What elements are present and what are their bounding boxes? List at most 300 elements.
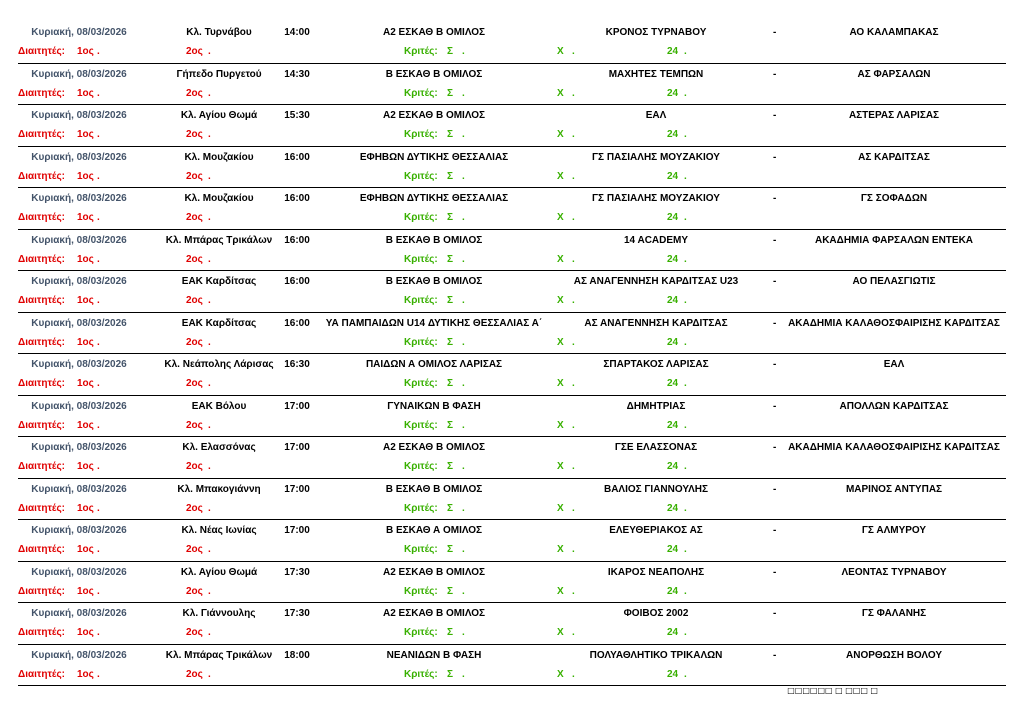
judge-chi-label: Χ	[557, 419, 564, 431]
home-team: ΑΣ ΑΝΑΓΕΝΝΗΣΗ ΚΑΡΔΙΤΣΑΣ	[584, 317, 728, 329]
referee-1-value: .	[97, 87, 100, 99]
away-team: ΑΠΟΛΛΩΝ ΚΑΡΔΙΤΣΑΣ	[839, 400, 949, 412]
judges-label: Κριτές:	[404, 170, 438, 182]
match-league: Β ΕΣΚΑΘ Β ΟΜΙΛΟΣ	[385, 68, 483, 80]
referees-label: Διαιτητές:	[18, 336, 65, 348]
referees-label: Διαιτητές:	[18, 253, 65, 265]
judge-chi-value: .	[572, 129, 575, 140]
match-league: Α2 ΕΣΚΑΘ Β ΟΜΙΛΟΣ	[382, 110, 486, 121]
home-team: ΑΣ ΑΝΑΓΕΝΝΗΣΗ ΚΑΡΔΙΤΣΑΣ U23	[573, 276, 739, 287]
match-row	[0, 603, 1024, 645]
judge-sigma-value: .	[462, 129, 465, 140]
team-separator: -	[773, 110, 777, 121]
home-team: ΓΣ ΠΑΣΙΑΛΗΣ ΜΟΥΖΑΚΙΟΥ	[592, 193, 720, 204]
team-separator: -	[773, 483, 777, 495]
match-date: Κυριακή, 08/03/2026	[31, 151, 127, 163]
judge-sigma-label: Σ	[447, 378, 454, 389]
referee-2-label: 2ος	[186, 170, 203, 182]
judge-sigma-value: .	[462, 170, 465, 182]
judge-chi-label: Χ	[557, 544, 564, 555]
judge-chi-value: .	[572, 668, 575, 680]
judge-24-label: 24	[667, 668, 679, 680]
judge-chi-value: .	[572, 502, 575, 514]
judge-24-value: .	[684, 627, 687, 638]
judge-chi-value: .	[572, 461, 575, 472]
judge-24-label: 24	[667, 461, 679, 472]
team-separator: -	[773, 276, 777, 287]
home-team: ΔΗΜΗΤΡΙΑΣ	[626, 400, 686, 412]
judge-chi-label: Χ	[557, 87, 564, 99]
judges-label: Κριτές:	[404, 336, 438, 348]
judge-24-value: .	[684, 544, 687, 555]
match-time: 16:00	[284, 234, 310, 246]
judge-24-value: .	[684, 129, 687, 140]
referee-2-value: .	[208, 170, 211, 182]
judge-24-value: .	[684, 336, 687, 348]
match-date: Κυριακή, 08/03/2026	[31, 608, 127, 619]
match-league: Β ΕΣΚΑΘ Β ΟΜΙΛΟΣ	[385, 276, 483, 287]
match-time: 17:00	[284, 525, 310, 536]
referee-1-value: .	[97, 378, 100, 389]
referee-1-value: .	[97, 585, 100, 597]
away-team: ΛΕΟΝΤΑΣ ΤΥΡΝΑΒΟΥ	[841, 566, 947, 578]
referees-label: Διαιτητές:	[18, 627, 65, 638]
referees-label: Διαιτητές:	[18, 668, 65, 680]
referee-2-value: .	[208, 87, 211, 99]
referee-1-label: 1ος	[77, 585, 94, 597]
judge-sigma-value: .	[462, 627, 465, 638]
home-team: ΣΠΑΡΤΑΚΟΣ ΛΑΡΙΣΑΣ	[603, 359, 709, 370]
referee-1-label: 1ος	[77, 295, 94, 306]
home-team: ΕΛΕΥΘΕΡΙΑΚΟΣ ΑΣ	[609, 525, 703, 536]
judges-label: Κριτές:	[404, 502, 438, 514]
home-team: ΠΟΛΥΑΘΛΗΤΙΚΟ ΤΡΙΚΑΛΩΝ	[589, 649, 723, 661]
match-venue: ΕΑΚ Βόλου	[191, 400, 247, 412]
away-team: ΑΚΑΔΗΜΙΑ ΚΑΛΑΘΟΣΦΑΙΡΙΣΗΣ ΚΑΡΔΙΤΣΑΣ	[788, 317, 1000, 329]
judge-sigma-value: .	[462, 461, 465, 472]
referee-2-value: .	[208, 253, 211, 265]
judge-sigma-value: .	[462, 46, 465, 57]
judge-sigma-label: Σ	[447, 544, 454, 555]
judge-24-value: .	[684, 585, 687, 597]
judges-label: Κριτές:	[404, 627, 438, 638]
judge-chi-value: .	[572, 87, 575, 99]
referees-label: Διαιτητές:	[18, 129, 65, 140]
match-date: Κυριακή, 08/03/2026	[31, 649, 127, 661]
judges-label: Κριτές:	[404, 544, 438, 555]
team-separator: -	[773, 68, 777, 80]
referee-2-label: 2ος	[186, 87, 203, 99]
judge-sigma-label: Σ	[447, 336, 454, 348]
judge-sigma-value: .	[462, 544, 465, 555]
judge-sigma-value: .	[462, 87, 465, 99]
match-date: Κυριακή, 08/03/2026	[31, 483, 127, 495]
home-team: ΒΑΛΙΟΣ ΓΙΑΝΝΟΥΛΗΣ	[603, 483, 709, 495]
referee-1-label: 1ος	[77, 378, 94, 389]
referee-2-value: .	[208, 419, 211, 431]
match-time: 14:00	[284, 27, 310, 38]
referee-1-label: 1ος	[77, 87, 94, 99]
home-team: 14 ACADEMY	[623, 234, 689, 246]
team-separator: -	[773, 608, 777, 619]
judge-sigma-value: .	[462, 585, 465, 597]
away-team: ΜΑΡΙΝΟΣ ΑΝΤΥΠΑΣ	[845, 483, 943, 495]
match-venue: Κλ. Μπάρας Τρικάλων	[165, 234, 273, 246]
team-separator: -	[773, 27, 777, 38]
judge-sigma-label: Σ	[447, 129, 454, 140]
referee-2-value: .	[208, 461, 211, 472]
match-time: 17:30	[284, 608, 310, 619]
referees-label: Διαιτητές:	[18, 87, 65, 99]
referee-2-value: .	[208, 544, 211, 555]
judge-24-label: 24	[667, 295, 679, 306]
judge-sigma-label: Σ	[447, 419, 454, 431]
referee-1-label: 1ος	[77, 129, 94, 140]
judge-chi-label: Χ	[557, 336, 564, 348]
referee-1-value: .	[97, 502, 100, 514]
referee-1-value: .	[97, 295, 100, 306]
team-separator: -	[773, 649, 777, 661]
match-league: Β ΕΣΚΑΘ Β ΟΜΙΛΟΣ	[385, 234, 483, 246]
referee-2-label: 2ος	[186, 461, 203, 472]
match-date: Κυριακή, 08/03/2026	[31, 27, 127, 38]
referees-label: Διαιτητές:	[18, 419, 65, 431]
judge-sigma-label: Σ	[447, 627, 454, 638]
team-separator: -	[773, 317, 777, 329]
match-time: 17:30	[284, 566, 310, 578]
referees-label: Διαιτητές:	[18, 461, 65, 472]
judges-label: Κριτές:	[404, 46, 438, 57]
judge-24-value: .	[684, 170, 687, 182]
match-row	[0, 271, 1024, 313]
judge-24-value: .	[684, 87, 687, 99]
referee-2-label: 2ος	[186, 378, 203, 389]
match-time: 15:30	[284, 110, 310, 121]
match-row	[0, 479, 1024, 521]
judge-chi-label: Χ	[557, 502, 564, 514]
match-league: ΓΥΝΑΙΚΩΝ Β ΦΑΣΗ	[387, 400, 481, 412]
match-venue: Κλ. Μπακογιάννη	[177, 483, 261, 495]
home-team: ΙΚΑΡΟΣ ΝΕΑΠΟΛΗΣ	[607, 566, 705, 578]
match-schedule	[0, 22, 1024, 686]
judge-chi-label: Χ	[557, 212, 564, 223]
referees-label: Διαιτητές:	[18, 585, 65, 597]
referee-1-value: .	[97, 336, 100, 348]
judge-chi-value: .	[572, 585, 575, 597]
referee-2-value: .	[208, 378, 211, 389]
judge-sigma-label: Σ	[447, 170, 454, 182]
home-team: ΜΑΧΗΤΕΣ ΤΕΜΠΩΝ	[608, 68, 704, 80]
team-separator: -	[773, 359, 777, 370]
match-date: Κυριακή, 08/03/2026	[31, 359, 127, 370]
home-team: ΦΟΙΒΟΣ 2002	[623, 608, 689, 619]
match-venue: Κλ. Νέας Ιωνίας	[181, 525, 257, 536]
home-team: ΓΣ ΠΑΣΙΑΛΗΣ ΜΟΥΖΑΚΙΟΥ	[592, 151, 720, 163]
referee-1-value: .	[97, 212, 100, 223]
match-date: Κυριακή, 08/03/2026	[31, 193, 127, 204]
away-team: ΑΝΟΡΘΩΣΗ ΒΟΛΟΥ	[846, 649, 942, 661]
match-row	[0, 22, 1024, 64]
referee-1-label: 1ος	[77, 419, 94, 431]
referee-2-label: 2ος	[186, 502, 203, 514]
judge-24-value: .	[684, 46, 687, 57]
judge-24-value: .	[684, 378, 687, 389]
judge-chi-value: .	[572, 544, 575, 555]
match-venue: ΕΑΚ Καρδίτσας	[181, 276, 257, 287]
referee-1-label: 1ος	[77, 461, 94, 472]
judge-24-label: 24	[667, 336, 679, 348]
referee-1-value: .	[97, 129, 100, 140]
referee-2-label: 2ος	[186, 627, 203, 638]
judge-sigma-label: Σ	[447, 46, 454, 57]
judge-24-value: .	[684, 212, 687, 223]
judge-chi-value: .	[572, 336, 575, 348]
judge-sigma-value: .	[462, 336, 465, 348]
referee-1-label: 1ος	[77, 170, 94, 182]
judge-sigma-label: Σ	[447, 212, 454, 223]
judge-sigma-label: Σ	[447, 461, 454, 472]
match-league: ΠΑΙΔΩΝ Α ΟΜΙΛΟΣ ΛΑΡΙΣΑΣ	[365, 359, 503, 370]
judge-24-label: 24	[667, 627, 679, 638]
judge-24-value: .	[684, 502, 687, 514]
team-separator: -	[773, 442, 777, 453]
match-row	[0, 562, 1024, 604]
match-time: 17:00	[284, 442, 310, 453]
judge-sigma-value: .	[462, 295, 465, 306]
referee-2-value: .	[208, 212, 211, 223]
judge-sigma-value: .	[462, 419, 465, 431]
judge-24-label: 24	[667, 87, 679, 99]
away-team: ΑΣΤΕΡΑΣ ΛΑΡΙΣΑΣ	[848, 110, 940, 121]
judges-label: Κριτές:	[404, 87, 438, 99]
judge-sigma-label: Σ	[447, 87, 454, 99]
referees-label: Διαιτητές:	[18, 295, 65, 306]
match-league: Β ΕΣΚΑΘ Α ΟΜΙΛΟΣ	[385, 525, 483, 536]
judge-24-value: .	[684, 461, 687, 472]
match-row	[0, 64, 1024, 106]
match-venue: Κλ. Μπάρας Τρικάλων	[165, 649, 273, 661]
judge-sigma-value: .	[462, 253, 465, 265]
judge-chi-label: Χ	[557, 253, 564, 265]
referee-2-label: 2ος	[186, 419, 203, 431]
judges-label: Κριτές:	[404, 295, 438, 306]
referee-2-value: .	[208, 46, 211, 57]
match-date: Κυριακή, 08/03/2026	[31, 566, 127, 578]
referee-2-label: 2ος	[186, 212, 203, 223]
referee-2-label: 2ος	[186, 585, 203, 597]
away-team: ΑΟ ΠΕΛΑΣΓΙΩΤΙΣ	[852, 276, 936, 287]
match-row	[0, 354, 1024, 396]
referees-label: Διαιτητές:	[18, 544, 65, 555]
referee-2-value: .	[208, 295, 211, 306]
away-team: ΑΚΑΔΗΜΙΑ ΦΑΡΣΑΛΩΝ ΕΝΤΕΚΑ	[814, 234, 974, 246]
match-row	[0, 313, 1024, 355]
judge-chi-label: Χ	[557, 46, 564, 57]
home-team: ΕΑΛ	[645, 110, 667, 121]
match-row	[0, 645, 1024, 687]
referee-2-value: .	[208, 585, 211, 597]
match-venue: Κλ. Νεάπολης Λάρισας	[164, 359, 274, 370]
referee-1-label: 1ος	[77, 668, 94, 680]
team-separator: -	[773, 193, 777, 204]
match-row	[0, 520, 1024, 562]
match-date: Κυριακή, 08/03/2026	[31, 442, 127, 453]
referee-1-label: 1ος	[77, 544, 94, 555]
match-venue: Κλ. Μουζακίου	[184, 193, 254, 204]
judge-chi-label: Χ	[557, 378, 564, 389]
referees-label: Διαιτητές:	[18, 212, 65, 223]
referees-label: Διαιτητές:	[18, 46, 65, 57]
match-league: Α2 ΕΣΚΑΘ Β ΟΜΙΛΟΣ	[382, 442, 486, 453]
judge-24-label: 24	[667, 419, 679, 431]
referee-1-value: .	[97, 419, 100, 431]
judge-chi-value: .	[572, 212, 575, 223]
judge-sigma-label: Σ	[447, 295, 454, 306]
judge-chi-label: Χ	[557, 585, 564, 597]
judge-24-label: 24	[667, 212, 679, 223]
referee-1-value: .	[97, 170, 100, 182]
referee-2-value: .	[208, 336, 211, 348]
referee-1-value: .	[97, 461, 100, 472]
judge-chi-label: Χ	[557, 627, 564, 638]
match-league: ΕΦΗΒΩΝ ΔΥΤΙΚΗΣ ΘΕΣΣΑΛΙΑΣ	[359, 193, 509, 204]
match-league: ΝΕΑΝΙΔΩΝ Β ΦΑΣΗ	[386, 649, 482, 661]
match-time: 18:00	[284, 649, 310, 661]
judge-sigma-label: Σ	[447, 502, 454, 514]
match-league: Α2 ΕΣΚΑΘ Β ΟΜΙΛΟΣ	[382, 27, 486, 38]
judge-sigma-value: .	[462, 668, 465, 680]
referee-1-label: 1ος	[77, 253, 94, 265]
match-league: Β ΕΣΚΑΘ Β ΟΜΙΛΟΣ	[385, 483, 483, 495]
away-team: ΑΣ ΦΑΡΣΑΛΩΝ	[857, 68, 931, 80]
away-team: ΑΟ ΚΑΛΑΜΠΑΚΑΣ	[849, 27, 939, 38]
match-venue: Κλ. Γιάννουλης	[182, 608, 256, 619]
team-separator: -	[773, 525, 777, 536]
referees-label: Διαιτητές:	[18, 170, 65, 182]
away-team: ΓΣ ΣΟΦΑΔΩΝ	[860, 193, 928, 204]
judge-24-label: 24	[667, 46, 679, 57]
judge-sigma-value: .	[462, 212, 465, 223]
match-venue: Κλ. Τυρνάβου	[186, 27, 252, 38]
referee-2-label: 2ος	[186, 544, 203, 555]
match-row	[0, 188, 1024, 230]
match-league: ΥΑ ΠΑΜΠΑΙΔΩΝ U14 ΔΥΤΙΚΗΣ ΘΕΣΣΑΛΙΑΣ Α΄	[325, 317, 543, 329]
match-venue: Κλ. Μουζακίου	[184, 151, 254, 163]
judges-label: Κριτές:	[404, 461, 438, 472]
judge-chi-value: .	[572, 46, 575, 57]
referee-2-label: 2ος	[186, 295, 203, 306]
footer-code: □□□□□□ □ □□□ □	[787, 686, 878, 695]
judge-24-value: .	[684, 668, 687, 680]
home-team: ΓΣΕ ΕΛΑΣΣΟΝΑΣ	[614, 442, 698, 453]
match-date: Κυριακή, 08/03/2026	[31, 525, 127, 536]
referee-1-label: 1ος	[77, 627, 94, 638]
referee-2-value: .	[208, 129, 211, 140]
referee-2-label: 2ος	[186, 336, 203, 348]
judge-chi-label: Χ	[557, 129, 564, 140]
referee-1-label: 1ος	[77, 46, 94, 57]
judge-24-value: .	[684, 295, 687, 306]
referee-1-value: .	[97, 627, 100, 638]
away-team: ΓΣ ΦΑΛΑΝΗΣ	[861, 608, 927, 619]
referees-label: Διαιτητές:	[18, 378, 65, 389]
judge-24-label: 24	[667, 544, 679, 555]
judge-chi-label: Χ	[557, 461, 564, 472]
judge-chi-label: Χ	[557, 170, 564, 182]
team-separator: -	[773, 566, 777, 578]
judge-24-label: 24	[667, 129, 679, 140]
judge-24-label: 24	[667, 253, 679, 265]
match-time: 14:30	[284, 68, 310, 80]
match-time: 16:00	[284, 276, 310, 287]
away-team: ΓΣ ΑΛΜΥΡΟΥ	[861, 525, 927, 536]
judge-chi-label: Χ	[557, 295, 564, 306]
referee-1-label: 1ος	[77, 336, 94, 348]
judge-sigma-label: Σ	[447, 668, 454, 680]
judge-sigma-value: .	[462, 502, 465, 514]
judge-24-label: 24	[667, 585, 679, 597]
match-time: 16:00	[284, 193, 310, 204]
judges-label: Κριτές:	[404, 419, 438, 431]
team-separator: -	[773, 400, 777, 412]
match-row	[0, 396, 1024, 438]
match-row	[0, 147, 1024, 189]
referee-2-label: 2ος	[186, 253, 203, 265]
judge-sigma-label: Σ	[447, 585, 454, 597]
judge-chi-value: .	[572, 170, 575, 182]
match-date: Κυριακή, 08/03/2026	[31, 400, 127, 412]
match-row	[0, 230, 1024, 272]
judge-24-label: 24	[667, 502, 679, 514]
match-date: Κυριακή, 08/03/2026	[31, 317, 127, 329]
referee-1-value: .	[97, 544, 100, 555]
match-venue: Κλ. Αγίου Θωμά	[180, 110, 258, 121]
referee-2-value: .	[208, 668, 211, 680]
match-date: Κυριακή, 08/03/2026	[31, 68, 127, 80]
match-date: Κυριακή, 08/03/2026	[31, 234, 127, 246]
match-league: Α2 ΕΣΚΑΘ Β ΟΜΙΛΟΣ	[382, 566, 486, 578]
judge-24-label: 24	[667, 378, 679, 389]
judge-chi-value: .	[572, 378, 575, 389]
match-row	[0, 105, 1024, 147]
match-date: Κυριακή, 08/03/2026	[31, 276, 127, 287]
away-team: ΑΚΑΔΗΜΙΑ ΚΑΛΑΘΟΣΦΑΙΡΙΣΗΣ ΚΑΡΔΙΤΣΑΣ	[788, 442, 1000, 453]
referee-2-label: 2ος	[186, 46, 203, 57]
referee-1-value: .	[97, 253, 100, 265]
match-venue: Κλ. Αγίου Θωμά	[180, 566, 258, 578]
judge-chi-value: .	[572, 295, 575, 306]
referee-2-value: .	[208, 627, 211, 638]
judge-chi-value: .	[572, 419, 575, 431]
referee-2-label: 2ος	[186, 129, 203, 140]
judge-24-label: 24	[667, 170, 679, 182]
home-team: ΚΡΟΝΟΣ ΤΥΡΝΑΒΟΥ	[605, 27, 707, 38]
referee-1-label: 1ος	[77, 502, 94, 514]
match-time: 17:00	[284, 400, 310, 412]
judges-label: Κριτές:	[404, 212, 438, 223]
match-row	[0, 437, 1024, 479]
judge-chi-value: .	[572, 253, 575, 265]
judges-label: Κριτές:	[404, 585, 438, 597]
away-team: ΑΣ ΚΑΡΔΙΤΣΑΣ	[858, 151, 930, 163]
referee-2-value: .	[208, 502, 211, 514]
judge-sigma-value: .	[462, 378, 465, 389]
match-venue: ΕΑΚ Καρδίτσας	[181, 317, 257, 329]
referees-label: Διαιτητές:	[18, 502, 65, 514]
match-time: 16:00	[284, 151, 310, 163]
team-separator: -	[773, 151, 777, 163]
team-separator: -	[773, 234, 777, 246]
